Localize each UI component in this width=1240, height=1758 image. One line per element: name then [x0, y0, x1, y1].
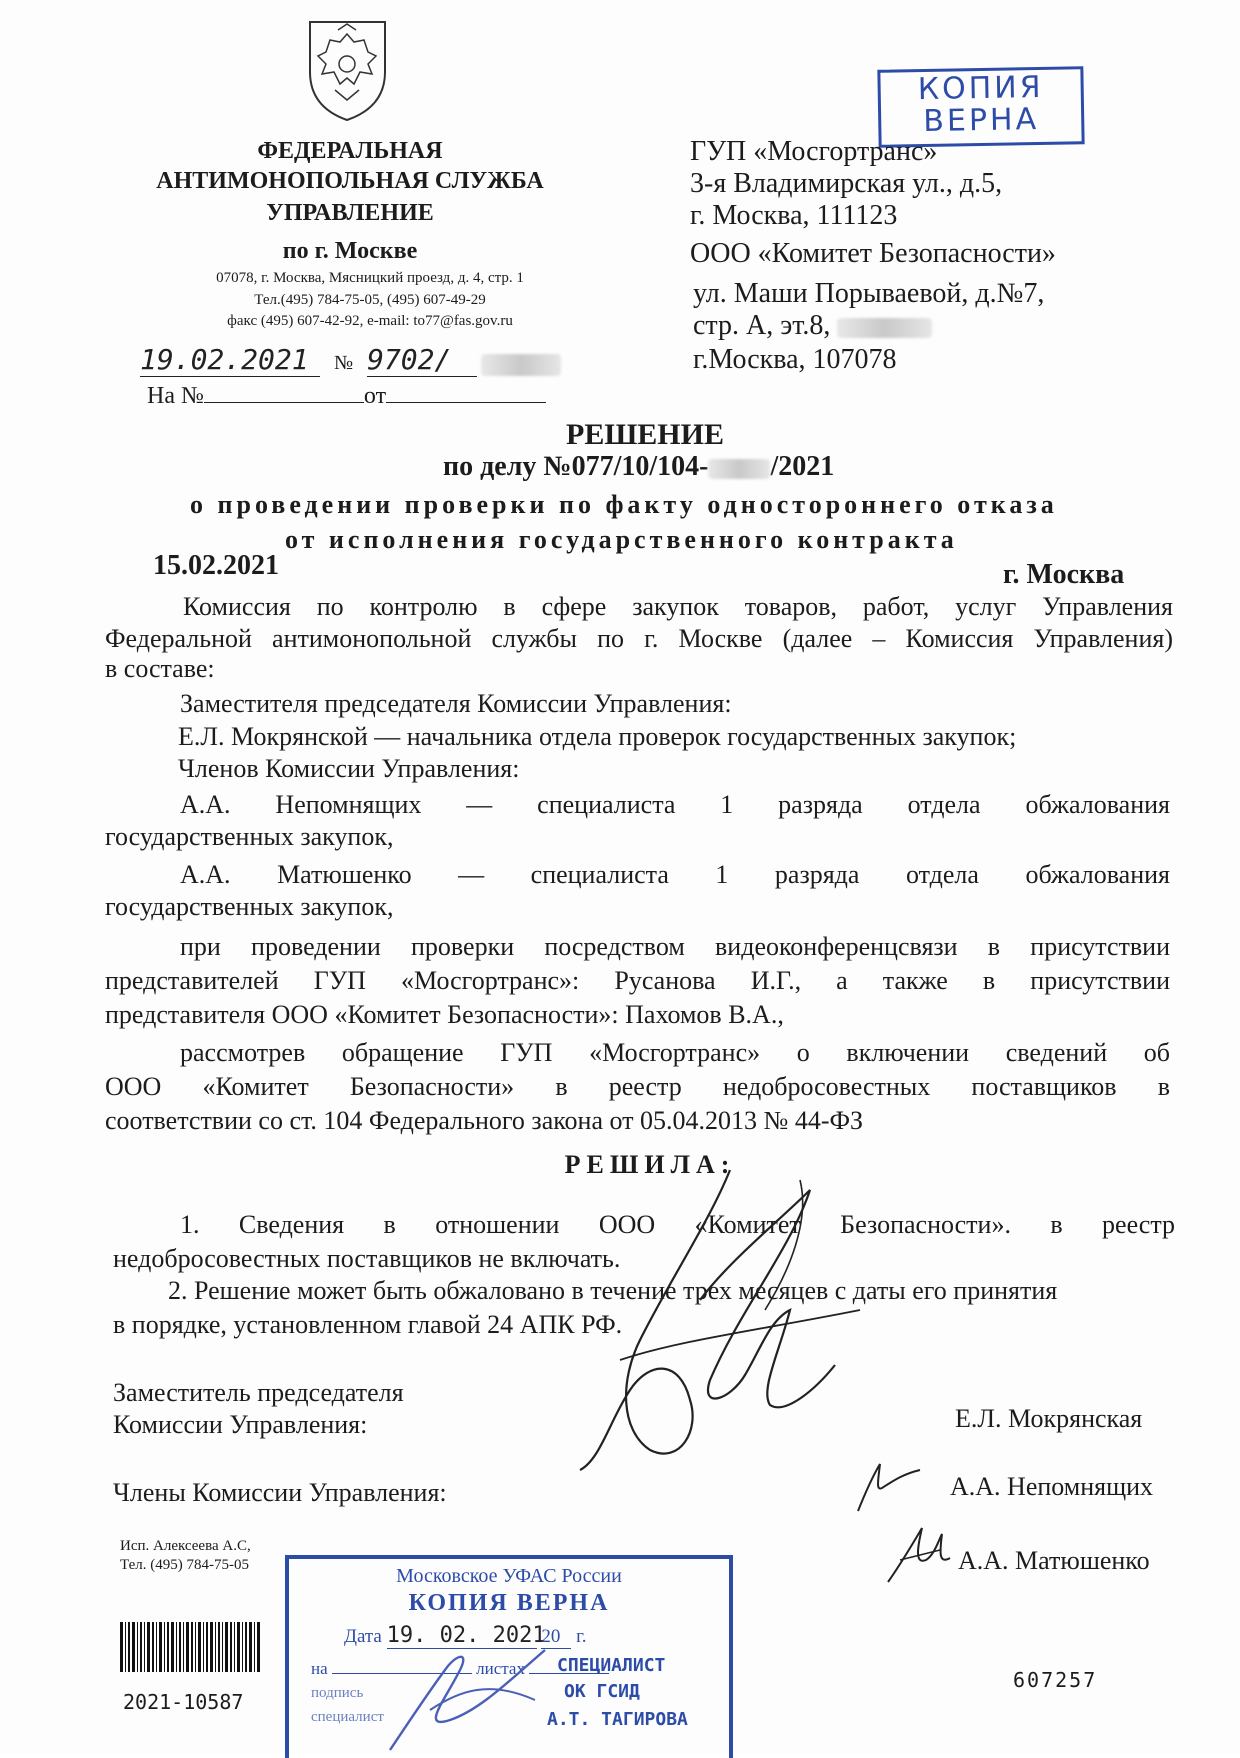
- stamp-signature-label: подпись: [311, 1685, 364, 1701]
- item2-line2: в порядке, установленном главой 24 АПК РФ.: [113, 1310, 623, 1339]
- outgoing-number-label: №: [334, 352, 354, 374]
- outgoing-number-row: [140, 343, 561, 377]
- reference-from-label: от: [363, 383, 387, 409]
- stamp-bottom-title: КОПИЯ ВЕРНА: [408, 1590, 610, 1616]
- stamp-top-line2: ВЕРНА: [923, 101, 1040, 140]
- recipient-line1: ГУП «Мосгортранс»: [690, 136, 938, 167]
- deputy-label: Заместителя председателя Комиссии Управления:: [180, 689, 732, 718]
- item2-line1: 2. Решение может быть обжаловано в течение трех месяцев с даты его принятия: [168, 1276, 1058, 1305]
- stamp-person: А.Т. ТАГИРОВА: [547, 1709, 688, 1730]
- redacted-case-number: [708, 459, 770, 479]
- recipient-line2: 3-я Владимирская ул., д.5,: [690, 168, 1003, 199]
- sender-org-line3: УПРАВЛЕНИЕ: [266, 200, 434, 226]
- executor-name: Исп. Алексеева А.С,: [120, 1538, 251, 1554]
- sender-address: 07078, г. Москва, Мясницкий проезд, д. 4, стр. 1: [216, 270, 524, 286]
- presence-line2: представителей ГУП «Мосгортранс»: Русанова И.Г., а также в присутствии: [105, 966, 1170, 995]
- barcode-number: 2021-10587: [123, 1690, 244, 1714]
- reference-number-field: [204, 380, 364, 403]
- sender-org-line1: ФЕДЕРАЛЬНАЯ: [257, 138, 443, 164]
- deputy-signature-label1: Заместитель председателя: [113, 1378, 404, 1407]
- sender-phone: Тел.(495) 784-75-05, (495) 607-49-29: [254, 292, 486, 308]
- stamp-role: СПЕЦИАЛИСТ: [557, 1655, 666, 1676]
- member2-signature-name: А.А. Матюшенко: [958, 1546, 1150, 1575]
- stamp-top-line1: КОПИЯ: [917, 69, 1044, 108]
- case-number-row: [443, 451, 834, 483]
- reference-date-field: [386, 380, 546, 403]
- recipient-line4: ООО «Комитет Безопасности»: [690, 238, 1056, 269]
- decided-heading: РЕШИЛА:: [564, 1150, 736, 1179]
- stamp-year-end: г.: [576, 1626, 587, 1647]
- deputy-signature-label2: Комиссии Управления:: [113, 1410, 368, 1439]
- stamp-year-suffix: 20: [541, 1626, 571, 1649]
- member1-handwritten-signature: [848, 1456, 928, 1516]
- redacted-number: [481, 354, 561, 376]
- recipient-line6-row: [693, 310, 932, 342]
- decision-date: 15.02.2021: [153, 550, 279, 581]
- case-number-prefix: по делу №077/10/104-: [443, 451, 709, 482]
- decision-subject-line2: от исполнения государственного контракта: [285, 525, 958, 554]
- recipient-line3: г. Москва, 111123: [690, 200, 898, 231]
- stamp-bottom-org: Московское УФАС России: [396, 1565, 622, 1587]
- presence-line1: при проведении проверки посредством видеоконференцсвязи в присутствии: [180, 932, 1170, 961]
- presence-line3: представителя ООО «Комитет Безопасности»: Пахомов В.А.,: [105, 1000, 784, 1029]
- members-signature-label: Члены Комиссии Управления:: [113, 1478, 447, 1507]
- deputy-handwritten-signature: [560, 1160, 890, 1480]
- case-number-suffix: /2021: [770, 451, 835, 482]
- member2-line2: государственных закупок,: [105, 892, 394, 921]
- consider-line2: ООО «Комитет Безопасности» в реестр недобросовестных поставщиков в: [105, 1072, 1170, 1101]
- stamp-specialist-label: специалист: [311, 1709, 384, 1725]
- sender-org-line4: по г. Москве: [282, 238, 418, 264]
- document-number: 607257: [1013, 1668, 1098, 1692]
- stamp-sheets-label: листах: [476, 1659, 525, 1678]
- item1-line2: недобросовестных поставщиков не включать.: [113, 1244, 621, 1273]
- decision-heading: РЕШЕНИЕ: [566, 418, 724, 451]
- intro-line1: Комиссия по контролю в сфере закупок товаров, работ, услуг Управления: [183, 592, 1173, 621]
- redacted-office: [837, 318, 932, 338]
- intro-line3: в составе:: [105, 654, 215, 683]
- members-label: Членов Комиссии Управления:: [178, 754, 520, 783]
- consider-line3: соответствии со ст. 104 Федерального закона от 05.04.2013 № 44-ФЗ: [105, 1106, 864, 1135]
- item1-line1: 1. Сведения в отношении ООО «Комитет Безопасности». в реестр: [180, 1210, 1175, 1239]
- recipient-line7: г.Москва, 107078: [693, 344, 897, 375]
- outgoing-date: 19.02.2021: [140, 343, 320, 377]
- coat-of-arms-emblem: [300, 12, 395, 122]
- deputy-line: Е.Л. Мокрянской — начальника отдела проверок государственных закупок;: [178, 722, 1017, 751]
- member2-handwritten-signature: [880, 1520, 960, 1590]
- consider-line1: рассмотрев обращение ГУП «Мосгортранс» о включении сведений об: [180, 1038, 1170, 1067]
- member1-line2: государственных закупок,: [105, 822, 394, 851]
- intro-line2: Федеральной антимонопольной службы по г. Москве (далее – Комиссия Управления): [105, 624, 1173, 653]
- stamp-date-label: Дата: [344, 1626, 382, 1647]
- stamp-on-label: на: [311, 1659, 328, 1678]
- member1-line1: А.А. Непомнящих — специалиста 1 разряда отдела обжалования: [180, 790, 1170, 819]
- recipient-line6: стр. А, эт.8,: [693, 310, 831, 341]
- recipient-line5: ул. Маши Порываевой, д.№7,: [693, 278, 1045, 309]
- stamp-dept: ОК ГСИД: [564, 1681, 640, 1702]
- stamp-date-value: 19. 02. 2021: [386, 1623, 546, 1648]
- stamp-ink-signature: [360, 1610, 560, 1754]
- member1-signature-name: А.А. Непомнящих: [950, 1472, 1154, 1501]
- reference-label: На №: [147, 383, 204, 409]
- deputy-signature-name: Е.Л. Мокрянская: [955, 1404, 1143, 1433]
- sender-fax-email: факс (495) 607-42-92, e-mail: to77@fas.gov.ru: [227, 313, 513, 329]
- executor-phone: Тел. (495) 784-75-05: [120, 1557, 249, 1573]
- reference-row: [147, 380, 546, 410]
- decision-city: г. Москва: [1003, 559, 1125, 590]
- outgoing-number: 9702/: [367, 343, 477, 377]
- decision-subject-line1: о проведении проверки по факту одностороннего отказа: [190, 490, 1058, 519]
- sender-org-line2: АНТИМОНОПОЛЬНАЯ СЛУЖБА: [156, 168, 544, 194]
- barcode: [120, 1622, 260, 1672]
- member2-line1: А.А. Матюшенко — специалиста 1 разряда отдела обжалования: [180, 860, 1170, 889]
